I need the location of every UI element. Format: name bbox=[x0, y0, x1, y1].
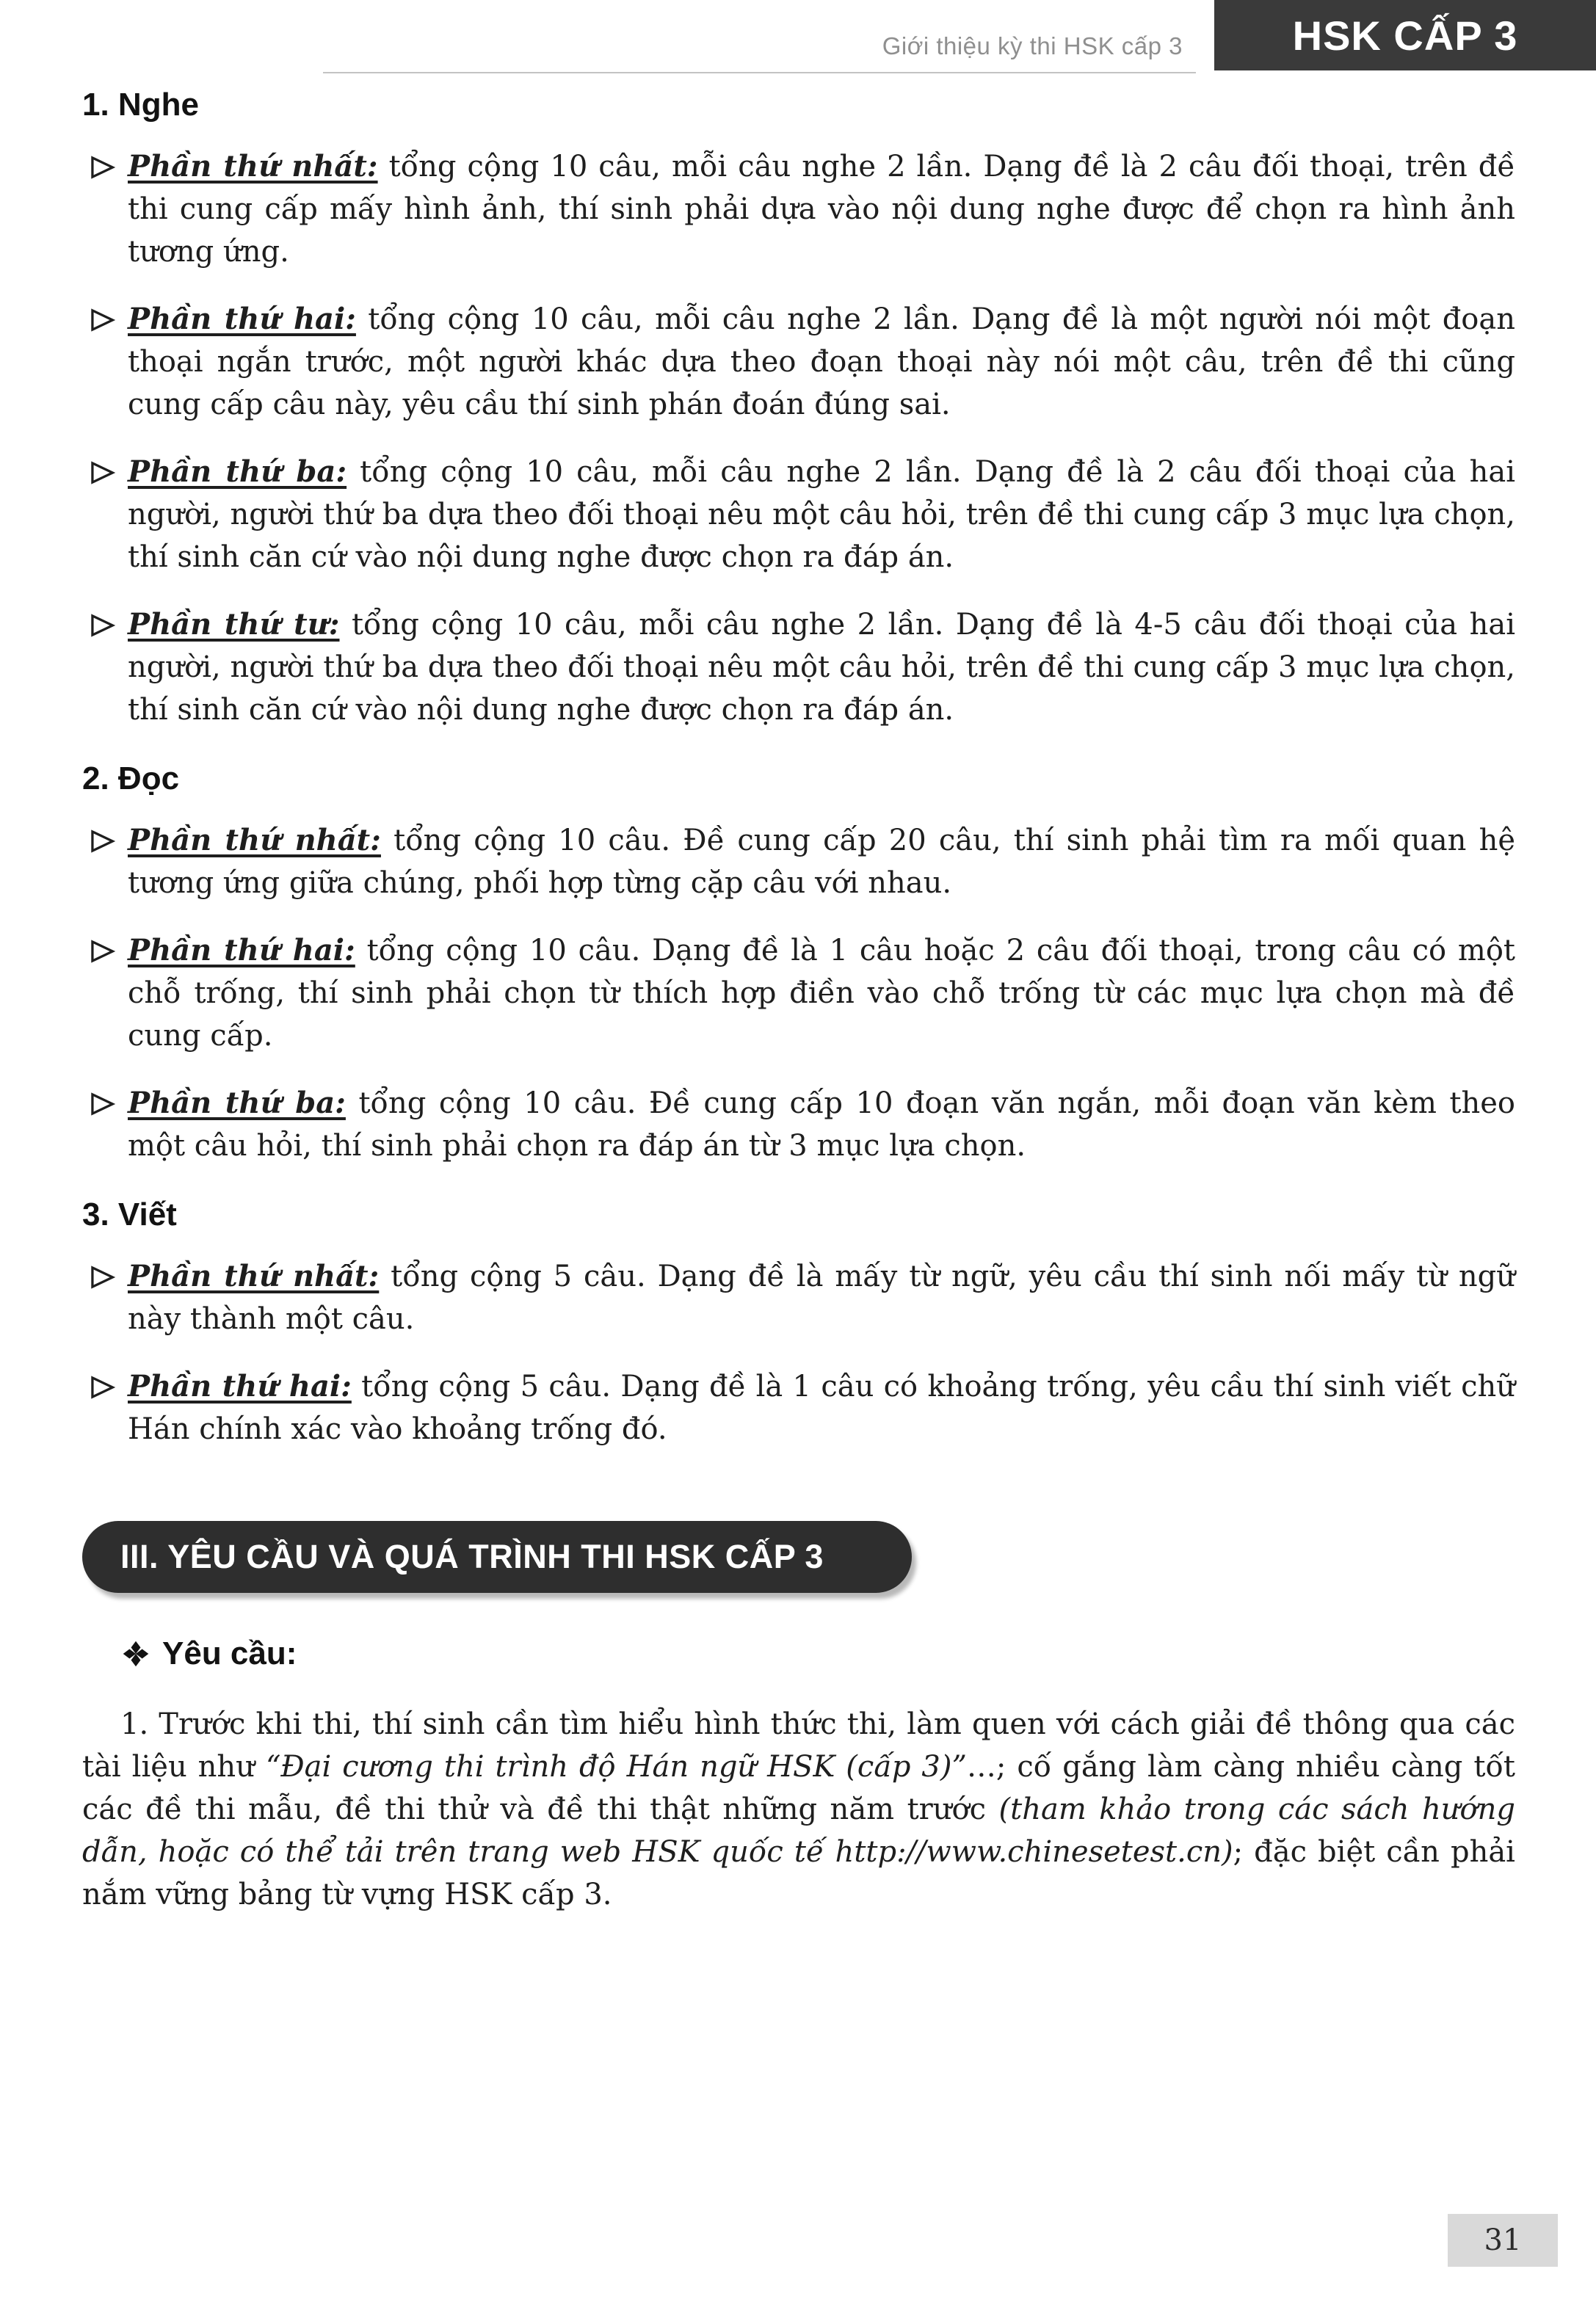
list-item bbox=[82, 603, 1515, 731]
arrow-bullet-icon bbox=[88, 613, 116, 638]
requirements-paragraph bbox=[82, 1703, 1515, 1916]
item-label: Phần thứ nhất: bbox=[128, 1259, 380, 1293]
item-label: Phần thứ nhất: bbox=[128, 149, 378, 184]
item-text: tổng cộng 10 câu, mỗi câu nghe 2 lần. Dạng đề là một người nói một đoạn thoại ngắn trước, một người khác dựa theo đoạn thoại này nói một câu, trên đề thi cũng cung cấp câu này, yêu cầu thí sinh phán đoán đúng sai. bbox=[128, 302, 1515, 421]
requirements-heading bbox=[123, 1635, 1515, 1672]
list-item bbox=[82, 1365, 1515, 1450]
arrow-bullet-icon bbox=[88, 308, 116, 333]
section-banner bbox=[82, 1521, 912, 1593]
arrow-bullet-icon bbox=[88, 1092, 116, 1116]
paragraph-segment: 1. Trước khi thi, thí sinh cần tìm hiểu hình thức thi, làm quen với cách giải đề thông qua các tài liệu như bbox=[82, 1707, 1515, 1784]
running-header: Giới thiệu kỳ thi HSK cấp 3 bbox=[882, 32, 1183, 59]
item-label: Phần thứ nhất: bbox=[128, 823, 381, 857]
item-label: Phần thứ hai: bbox=[128, 302, 356, 336]
paragraph-segment: ; đặc biệt cần phải nắm vững bảng từ vựng HSK cấp 3. bbox=[82, 1835, 1515, 1911]
section-title: 3. Viết bbox=[82, 1197, 177, 1232]
item-label: Phần thứ ba: bbox=[128, 1086, 346, 1120]
list-item bbox=[82, 929, 1515, 1057]
section-title: 2. Đọc bbox=[82, 760, 180, 796]
list-item bbox=[82, 1082, 1515, 1167]
arrow-bullet-icon bbox=[88, 460, 116, 485]
page-number-box bbox=[1448, 2214, 1558, 2267]
section-banner-title: III. YÊU CẦU VÀ QUÁ TRÌNH THI HSK CẤP 3 bbox=[120, 1538, 824, 1575]
item-label: Phần thứ hai: bbox=[128, 933, 355, 967]
list-item bbox=[82, 298, 1515, 426]
paragraph-segment: …; cố gắng làm càng nhiều càng tốt các đề thi mẫu, đề thi thử và đề thi thật những năm trước bbox=[82, 1750, 1516, 1826]
section-listening bbox=[82, 87, 1515, 731]
item-text: tổng cộng 10 câu, mỗi câu nghe 2 lần. Dạng đề là 4-5 câu đối thoại của hai người, người thứ ba dựa theo đối thoại nêu một câu hỏi, trên đề thi cung cấp 3 mục lựa chọn, thí sinh căn cứ vào nội dung nghe được chọn ra đáp án. bbox=[128, 608, 1516, 727]
section-writing bbox=[82, 1197, 1515, 1450]
item-label: Phần thứ tư: bbox=[128, 607, 340, 642]
arrow-bullet-icon bbox=[88, 939, 116, 964]
list-item bbox=[82, 819, 1515, 904]
page-number: 31 bbox=[1484, 2223, 1522, 2257]
paragraph-segment-italic: “Đại cương thi trình độ Hán ngữ HSK (cấp 3)” bbox=[265, 1750, 967, 1784]
item-text: tổng cộng 10 câu. Dạng đề là 1 câu hoặc 2 câu đối thoại, trong câu có một chỗ trống, thí sinh phải chọn từ thích hợp điền vào chỗ trống từ các mục lựa chọn mà đề cung cấp. bbox=[128, 934, 1515, 1053]
item-text: tổng cộng 5 câu. Dạng đề là mấy từ ngữ, yêu cầu thí sinh nối mấy từ ngữ này thành một câu. bbox=[128, 1260, 1515, 1336]
section-title: 1. Nghe bbox=[82, 87, 199, 123]
arrow-bullet-icon bbox=[88, 1375, 116, 1400]
item-text: tổng cộng 10 câu. Đề cung cấp 20 câu, thí sinh phải tìm ra mối quan hệ tương ứng giữa chúng, phối hợp từng cặp câu với nhau. bbox=[128, 824, 1515, 900]
page-content bbox=[82, 87, 1515, 1916]
item-text: tổng cộng 5 câu. Dạng đề là 1 câu có khoảng trống, yêu cầu thí sinh viết chữ Hán chính xác vào khoảng trống đó. bbox=[128, 1370, 1515, 1446]
four-diamond-icon bbox=[123, 1641, 149, 1667]
list-item bbox=[82, 451, 1515, 578]
list-item bbox=[82, 1255, 1515, 1340]
arrow-bullet-icon bbox=[88, 1265, 116, 1290]
page-header-rule bbox=[323, 26, 1196, 73]
paragraph-segment-italic: (tham khảo trong các sách hướng dẫn, hoặc có thể tải trên trang web HSK quốc tế http://www.chinesetest.cn) bbox=[82, 1793, 1516, 1869]
requirements-heading-label: Yêu cầu: bbox=[162, 1635, 297, 1671]
arrow-bullet-icon bbox=[88, 155, 116, 180]
chapter-badge: HSK CẤP 3 bbox=[1214, 0, 1596, 70]
arrow-bullet-icon bbox=[88, 829, 116, 854]
section-reading bbox=[82, 760, 1515, 1167]
item-text: tổng cộng 10 câu, mỗi câu nghe 2 lần. Dạng đề là 2 câu đối thoại, trên đề thi cung cấp mấy hình ảnh, thí sinh phải dựa vào nội dung nghe được để chọn ra hình ảnh tương ứng. bbox=[128, 150, 1515, 269]
list-item bbox=[82, 145, 1515, 273]
item-label: Phần thứ hai: bbox=[128, 1369, 352, 1404]
item-text: tổng cộng 10 câu, mỗi câu nghe 2 lần. Dạng đề là 2 câu đối thoại của hai người, người thứ ba dựa theo đối thoại nêu một câu hỏi, trên đề thi cung cấp 3 mục lựa chọn, thí sinh căn cứ vào nội dung nghe được chọn ra đáp án. bbox=[128, 455, 1515, 574]
item-label: Phần thứ ba: bbox=[128, 454, 347, 489]
item-text: tổng cộng 10 câu. Đề cung cấp 10 đoạn văn ngắn, mỗi đoạn văn kèm theo một câu hỏi, thí sinh phải chọn ra đáp án từ 3 mục lựa chọn. bbox=[128, 1086, 1515, 1163]
